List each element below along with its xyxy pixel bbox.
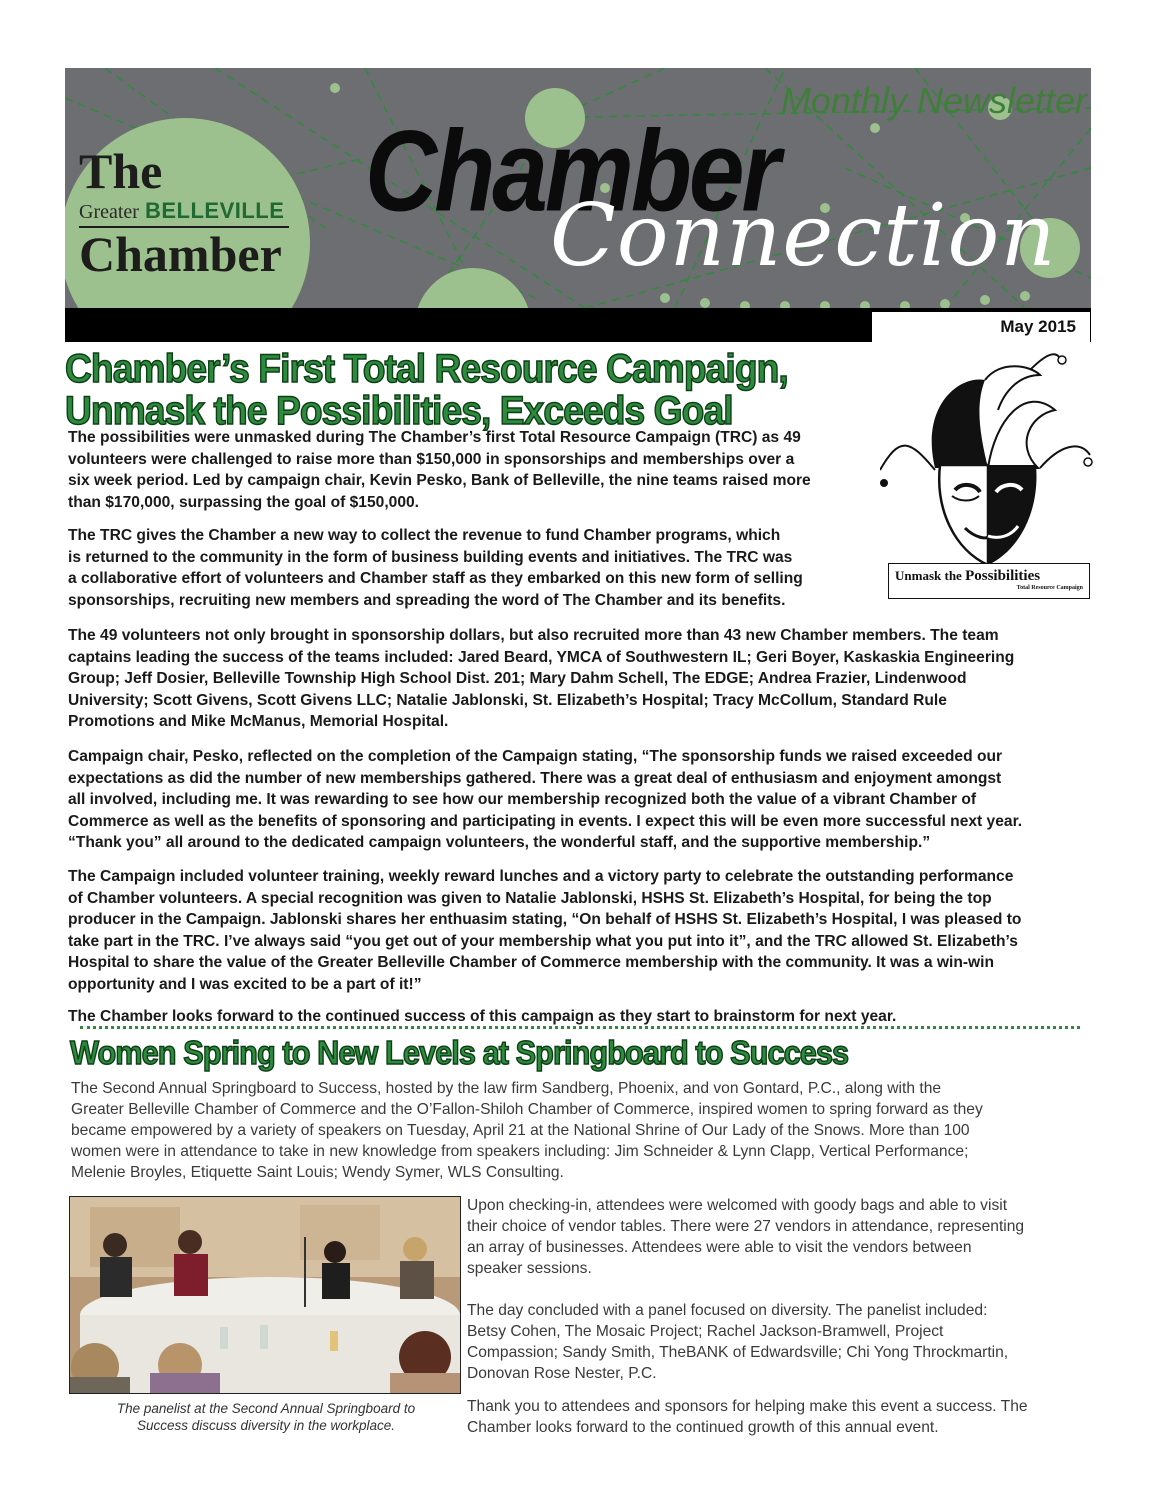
text-line: Donovan Rose Nester, P.C. (467, 1365, 657, 1382)
text-line: opportunity and I was excited to be a part of it!” (68, 975, 422, 993)
article1-paragraph-4 (68, 746, 1022, 854)
text-line: Greater Belleville Chamber of Commerce and the O’Fallon-Shiloh Chamber of Commerce, inspired women to spring forward as they (71, 1101, 983, 1118)
article1-headline (65, 348, 790, 432)
text-line: take part in the TRC. I’ve always said “you get out of your membership what you put into it”, and the TRC allowed St. Elizabeth’s (68, 932, 1018, 950)
logo-belleville: BELLEVILLE (144, 198, 285, 223)
text-line: captains leading the success of the teams included: Jared Beard, YMCA of Southwestern IL; Geri Boyer, Kaskaskia Engineering (68, 648, 1015, 666)
text-line: Commerce as well as the benefits of sponsoring and participating in events. I expect this will be even more successful next year. (68, 812, 1023, 830)
issue-date-box (872, 312, 1090, 342)
text-line: The day concluded with a panel focused on diversity. The panelist included: (467, 1302, 988, 1319)
mask-label-1: Unmask the (895, 568, 962, 583)
chamber-logo (79, 143, 309, 282)
title-chamber: Chamber (365, 107, 778, 236)
masthead (65, 68, 1091, 308)
text-line: women were in attendance to take in new knowledge from speakers including: Jim Schneider & Lynn Clapp, Vertical Performance; (71, 1143, 969, 1160)
text-line: Melenie Broyles, Etiquette Saint Louis; Wendy Symer, WLS Consulting. (71, 1164, 564, 1181)
text-line: The panelist at the Second Annual Springboard to (116, 1401, 416, 1416)
issue-date: May 2015 (1000, 317, 1076, 336)
text-line: The 49 volunteers not only brought in sponsorship dollars, but also recruited more than 43 new Chamber members. The team (68, 627, 999, 644)
text-line: than $170,000, surpassing the goal of $150,000. (68, 493, 420, 511)
mask-label-2: Possibilities (965, 568, 1041, 584)
unmask-possibilities-label (888, 563, 1090, 599)
text-line: The Chamber looks forward to the continued success of this campaign as they start to brainstorm for next year. (68, 1008, 897, 1025)
section-divider (80, 1026, 1080, 1029)
logo-greater: Greater (79, 201, 139, 223)
article2-headline: Women Spring to New Levels at Springboard to Success (70, 1034, 849, 1071)
article2-paragraph-2 (467, 1300, 1097, 1384)
text-line: University; Scott Givens, Scott Givens LLC; Natalie Jablonski, St. Elizabeth’s Hospital; Tracy McCollum, Standard Rule (68, 691, 947, 709)
text-line: The possibilities were unmasked during The Chamber’s first Total Resource Campaign (TRC) as 49 (68, 429, 801, 446)
text-line: an array of businesses. Attendees were able to visit the vendors between (467, 1239, 972, 1256)
article2-paragraph-1 (467, 1195, 1097, 1279)
text-line: Chamber looks forward to the continued growth of this annual event. (467, 1419, 939, 1436)
text-line: sponsorships, recruiting new members and spreading the word of The Chamber and its benefits. (68, 591, 786, 609)
text-line: their choice of vendor tables. There were 27 vendors in attendance, representing (467, 1218, 1025, 1235)
article1-paragraph-6 (68, 1006, 896, 1028)
text-line: Success discuss diversity in the workplace. (136, 1418, 396, 1433)
text-line: Thank you to attendees and sponsors for helping make this event a success. The (467, 1398, 1028, 1415)
photo-caption (69, 1400, 463, 1434)
text-line: six week period. Led by campaign chair, Kevin Pesko, Bank of Belleville, the nine teams raised more (68, 472, 811, 489)
article1-headline-line1: Chamber’s First Total Resource Campaign, (65, 347, 788, 391)
panel-photo (69, 1196, 461, 1394)
text-line: of Chamber volunteers. A special recognition was given to Natalie Jablonski, HSHS St. Elizabeth’s Hospital, for being the top (68, 889, 992, 907)
text-line: The Second Annual Springboard to Success, hosted by the law firm Sandberg, Phoenix, and von Gontard, P.C., along with the (71, 1080, 942, 1097)
text-line: Group; Jeff Dosier, Belleville Township High School Dist. 201; Mary Dahm Schell, The EDGE; Andrea Frazier, Lindenwood (68, 670, 967, 687)
text-line: Compassion; Sandy Smith, TheBANK of Edwardsville; Chi Yong Throckmartin, (467, 1344, 1009, 1361)
monthly-newsletter-label: Monthly Newsletter (780, 80, 1087, 121)
text-line: Upon checking-in, attendees were welcomed with goody bags and able to visit (467, 1197, 1008, 1214)
mask-label-3: Total Resource Campaign (1016, 585, 1083, 591)
text-line: is returned to the community in the form of business building events and initiatives. The TRC was (68, 548, 793, 566)
text-line: The Campaign included volunteer training, weekly reward lunches and a victory party to celebrate the outstanding performance (68, 868, 1014, 885)
text-line: became empowered by a variety of speakers on Tuesday, April 21 at the National Shrine of Our Lady of the Snows. More than 100 (71, 1122, 970, 1139)
text-line: The TRC gives the Chamber a new way to collect the revenue to fund Chamber programs, which (68, 527, 781, 544)
title-connection: Connection (550, 186, 1057, 286)
article2-paragraph-3 (467, 1396, 1097, 1438)
logo-chamber: Chamber (79, 226, 282, 282)
article2-intro (71, 1078, 1097, 1183)
text-line: “Thank you” all around to the dedicated campaign volunteers, the wonderful staff, and the supportive membership.” (68, 834, 931, 851)
article1-paragraph-1 (68, 427, 811, 513)
text-line: producer in the Campaign. Jablonski shares her enthuasim stating, “On behalf of HSHS St. Elizabeth’s Hospital, I was pleased to (68, 911, 1022, 928)
text-line: volunteers were challenged to raise more than $150,000 in sponsorships and memberships over a (68, 450, 795, 468)
article1-paragraph-2 (68, 525, 803, 611)
text-line: Campaign chair, Pesko, reflected on the completion of the Campaign stating, “The sponsorship funds we raised exceeded our (68, 748, 1003, 765)
text-line: Promotions and Mike McManus, Memorial Hospital. (68, 713, 449, 730)
text-line: a collaborative effort of volunteers and Chamber staff as they embarked on this new form of selling (68, 570, 803, 587)
text-line: speaker sessions. (467, 1260, 592, 1277)
text-line: Hospital to share the value of the Greater Belleville Chamber of Commerce membership with the community. It was a win-win (68, 954, 995, 971)
text-line: expectations as did the number of new memberships gathered. There was a great deal of enthusiasm and enjoyment amongst (68, 769, 1002, 787)
article1-paragraph-3 (68, 625, 1014, 733)
logo-the: The (79, 143, 163, 199)
panel-photo-illustration (70, 1197, 460, 1393)
text-line: Betsy Cohen, The Mosaic Project; Rachel Jackson-Bramwell, Project (467, 1323, 944, 1340)
article1-paragraph-5 (68, 866, 1021, 995)
article1-headline-line2: Unmask the Possibilities, Exceeds Goal (65, 389, 733, 433)
text-line: all involved, including me. It was rewarding to see how our membership recognized both the value of a vibrant Chamber of (68, 791, 977, 808)
